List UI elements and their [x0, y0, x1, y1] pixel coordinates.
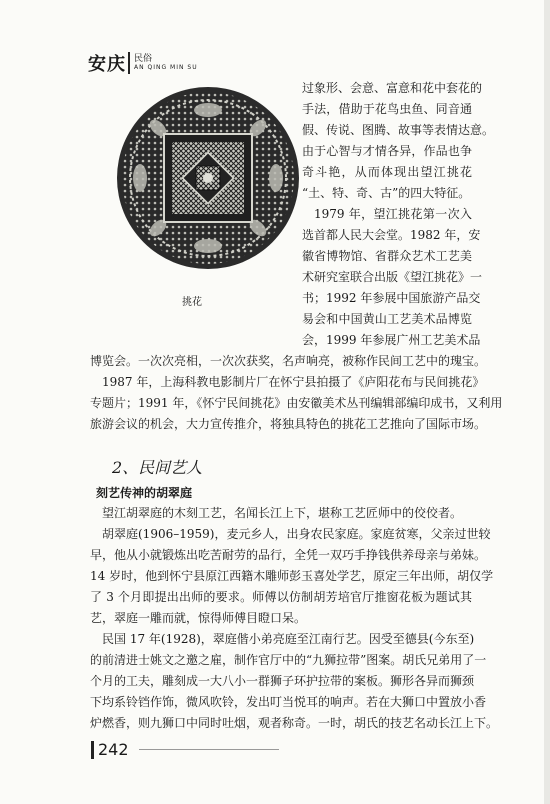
page-number-rule — [139, 749, 279, 750]
text-line: 专题片；1991 年，《怀宁民间挑花》由安徽美术丛刊编辑部编印成书，又利用 — [90, 396, 503, 410]
text-line: 个月的工夫，雕刻成一大八小一群狮子环护拉带的案板。狮形各异而狮颈 — [90, 674, 475, 688]
page-edge-shadow — [544, 0, 550, 804]
header-pinyin: AN QING MIN SU — [134, 64, 198, 71]
header-divider — [128, 52, 130, 74]
figure-caption: 挑花 — [182, 297, 202, 308]
text-line: 1979 年，望江挑花第一次入 — [314, 207, 472, 221]
text-line: 手法，借助于花鸟虫鱼、同音通 — [302, 102, 472, 116]
text-line: 炉燃香，则九狮口中同时吐烟，观者称奇。一时，胡氏的技艺名动长江上下。 — [90, 716, 499, 730]
header-section: 民俗 — [134, 54, 153, 64]
text-line: 书；1992 年参展中国旅游产品交 — [302, 291, 481, 305]
page-number-bar — [91, 741, 94, 759]
text-line: 易会和中国黄山工艺美术品博览 — [302, 312, 472, 326]
text-line: 民国 17 年(1928)，翠庭偕小弟亮庭至江南行艺。因受至德县(今东至) — [102, 632, 475, 646]
header-title: 安庆 — [88, 54, 126, 75]
text-line: 早，他从小就锻炼出吃苦耐劳的品行，全凭一双巧手挣钱供养母亲与弟妹。 — [90, 548, 487, 562]
text-line: 假、传说、图腾、故事等表情达意。 — [302, 123, 495, 137]
text-line: 望江胡翠庭的木刻工艺，名闻长江上下，堪称工艺匠师中的佼佼者。 — [102, 506, 463, 520]
subheading: 刻艺传神的胡翠庭 — [96, 486, 193, 500]
text-line: 选首都人民大会堂。1982 年，安 — [302, 228, 481, 242]
text-line: 过象形、会意、富意和花中套花的 — [302, 81, 483, 95]
text-line: 会，1999 年参展广州工艺美术品 — [302, 333, 481, 347]
section-title: 2、民间艺人 — [112, 458, 203, 477]
text-line: 徽省博物馆、省群众艺术工艺美 — [302, 249, 472, 263]
embroidery-image — [116, 86, 300, 270]
text-line: 奇斗艳，从而体现出望江挑花 — [302, 165, 472, 179]
text-line: 胡翠庭(1906–1959)，麦元乡人，出身农民家庭。家庭贫寒，父亲过世较 — [102, 527, 491, 541]
text-line: 14 岁时，他到怀宁县原江西籍木雕师彭玉喜处学艺，原定三年出师，胡仅学 — [90, 569, 494, 583]
text-line: 博览会。一次次亮相，一次次获奖，名声响亮，被称作民间工艺中的瑰宝。 — [90, 354, 487, 368]
text-line: 下均系铃铛作饰，微风吹铃，发出叮当悦耳的响声。若在大狮口中置放小香 — [90, 695, 487, 709]
text-line: 艺，翠庭一雕而就，惊得师傅目瞪口呆。 — [90, 611, 307, 625]
text-line: “土、特、奇、古”的四大特征。 — [302, 186, 471, 200]
text-line: 术研究室联合出版《望江挑花》一 — [302, 270, 483, 284]
text-line: 的前清进士姚文之邀之雇，制作官厅中的“九狮拉带”图案。胡氏兄弟用了一 — [90, 653, 487, 667]
text-line: 1987 年，上海科教电影制片厂在怀宁县拍摄了《庐阳花布与民间挑花》 — [102, 375, 485, 389]
text-line: 由于心智与才情各异，作品也争 — [302, 144, 472, 158]
page-number: 242 — [98, 740, 129, 759]
text-line: 了 3 个月即提出出师的要求。师傅以仿制胡芳培官厅推窗花板为题试其 — [90, 590, 472, 604]
text-line: 旅游会议的机会，大力宣传推介，将独具特色的挑花工艺推向了国际市场。 — [90, 417, 487, 431]
